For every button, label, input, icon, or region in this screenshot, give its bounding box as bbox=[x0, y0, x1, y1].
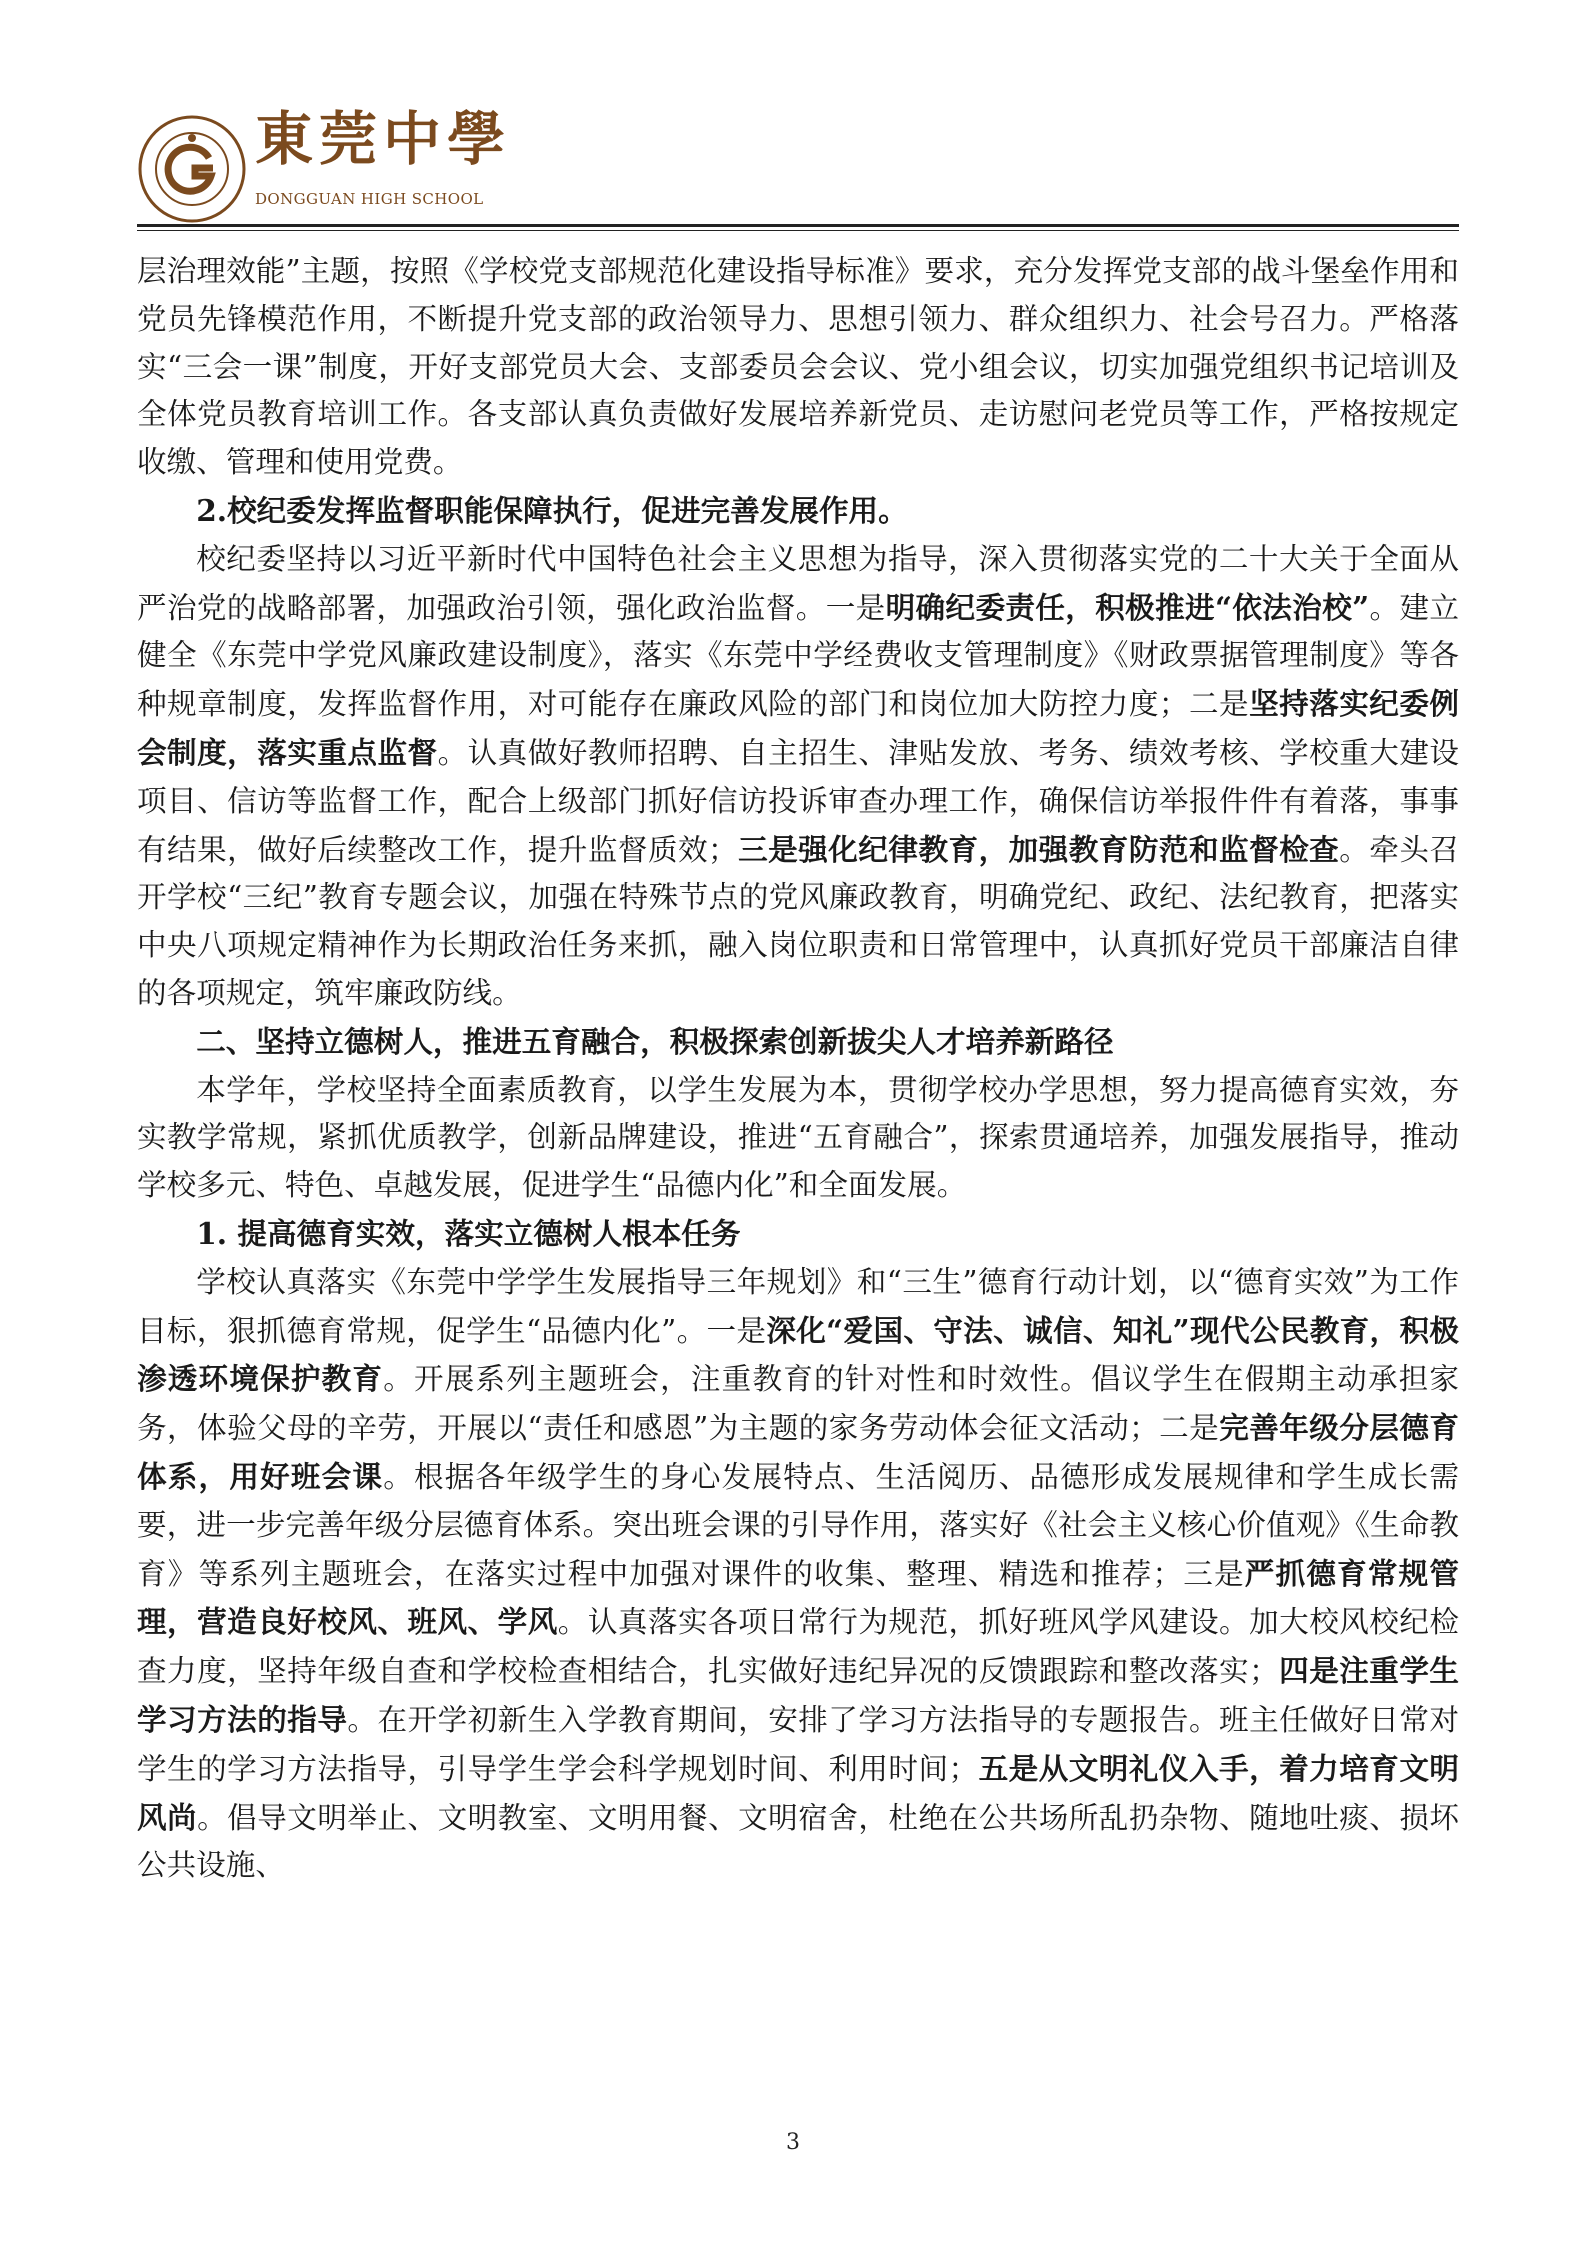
paragraph-continuation: 层治理效能”主题，按照《学校党支部规范化建设指导标准》要求，充分发挥党支部的战斗堡垒作用和党员先锋模范作用，不断提升党支部的政治领导力、思想引领力、群众组织力、社会号召力。严格落实“三会一课”制度，开好支部党员大会、支部委员会会议、党小组会议，切实加强党组织书记培训及全体党员教育培训工作。各支部认真负责做好发展培养新党员、走访慰问老党员等工作，严格按规定收缴、管理和使用党费。 bbox=[137, 254, 1459, 480]
paragraph-moral-education: 学校认真落实《东莞中学学生发展指导三年规划》和“三生”德育行动计划，以“德育实效”为工作目标，狠抓德育常规，促学生“品德内化”。一是深化“爱国、守法、诚信、知礼”现代公民教育，积极渗透环境保护教育。开展系列主题班会，注重教育的针对性和时效性。倡议学生在假期主动承担家务，体验父母的辛劳，开展以“责任和感恩”为主题的家务劳动体会征文活动；二是完善年级分层德育体系，用好班会课。根据各年级学生的身心发展特点、生活阅历、品德形成发展规律和学生成长需要，进一步完善年级分层德育体系。突出班会课的引导作用，落实好《社会主义核心价值观》《生命教育》等系列主题班会，在落实过程中加强对课件的收集、整理、精选和推荐；三是严抓德育常规管理，营造良好校风、班风、学风。认真落实各项日常行为规范，抓好班风学风建设。加大校风校纪检查力度，坚持年级自查和学校检查相结合，扎实做好违纪异况的反馈跟踪和整改落实；四是注重学生学习方法的指导。在开学初新生入学教育期间，安排了学习方法指导的专题报告。班主任做好日常对学生的学习方法指导，引导学生学会科学规划时间、利用时间；五是从文明礼仪入手，着力培育文明风尚。倡导文明举止、文明教室、文明用餐、文明宿舍，杜绝在公共场所乱扔杂物、随地吐痰、损坏公共设施、 bbox=[137, 1264, 1460, 1883]
page-number: 3 bbox=[786, 2130, 800, 2155]
header-rule-thin bbox=[137, 230, 1459, 231]
paragraph-section-intro: 本学年，学校坚持全面素质教育，以学生发展为本，贯彻学校办学思想，努力提高德育实效，夯实教学常规，紧抓优质教学，创新品牌建设，推进“五育融合”，探索贯通培养，加强发展指导，推动学校多元、特色、卓越发展，促进学生“品德内化”和全面发展。 bbox=[137, 1072, 1459, 1203]
page-header bbox=[137, 105, 1459, 228]
paragraph-discipline-committee: 校纪委坚持以习近平新时代中国特色社会主义思想为指导，深入贯彻落实党的二十大关于全面从严治党的战略部署，加强政治引领，强化政治监督。一是明确纪委责任，积极推进“依法治校”。建立健全《东莞中学党风廉政建设制度》，落实《东莞中学经费收支管理制度》《财政票据管理制度》等各种规章制度，发挥监督作用，对可能存在廉政风险的部门和岗位加大防控力度；二是坚持落实纪委例会制度，落实重点监督。认真做好教师招聘、自主招生、津贴发放、考务、绩效考核、学校重大建设项目、信访等监督工作，配合上级部门抓好信访投诉审查办理工作，确保信访举报件件有着落，事事有结果，做好后续整改工作，提升监督质效；三是强化纪律教育，加强教育防范和监督检查。牵头召开学校“三纪”教育专题会议，加强在特殊节点的党风廉政教育，明确党纪、政纪、法纪教育，把落实中央八项规定精神作为长期政治任务来抓，融入岗位职责和日常管理中，认真抓好党员干部廉洁自律的各项规定，筑牢廉政防线。 bbox=[137, 541, 1460, 1010]
subheading-discipline-committee: 2.校纪委发挥监督职能保障执行，促进完善发展作用。 bbox=[196, 492, 908, 528]
subheading-moral-education: 1. 提高德育实效，落实立德树人根本任务 bbox=[196, 1215, 741, 1251]
section-heading-two: 二、坚持立德树人，推进五育融合，积极探索创新拔尖人才培养新路径 bbox=[196, 1023, 1114, 1059]
header-rule-thick bbox=[137, 224, 1459, 227]
school-name-chinese: 東莞中學 bbox=[255, 105, 512, 173]
document-body bbox=[137, 248, 1459, 1890]
school-logo-icon bbox=[137, 114, 247, 224]
school-name-english: DONGGUAN HIGH SCHOOL bbox=[255, 190, 484, 208]
